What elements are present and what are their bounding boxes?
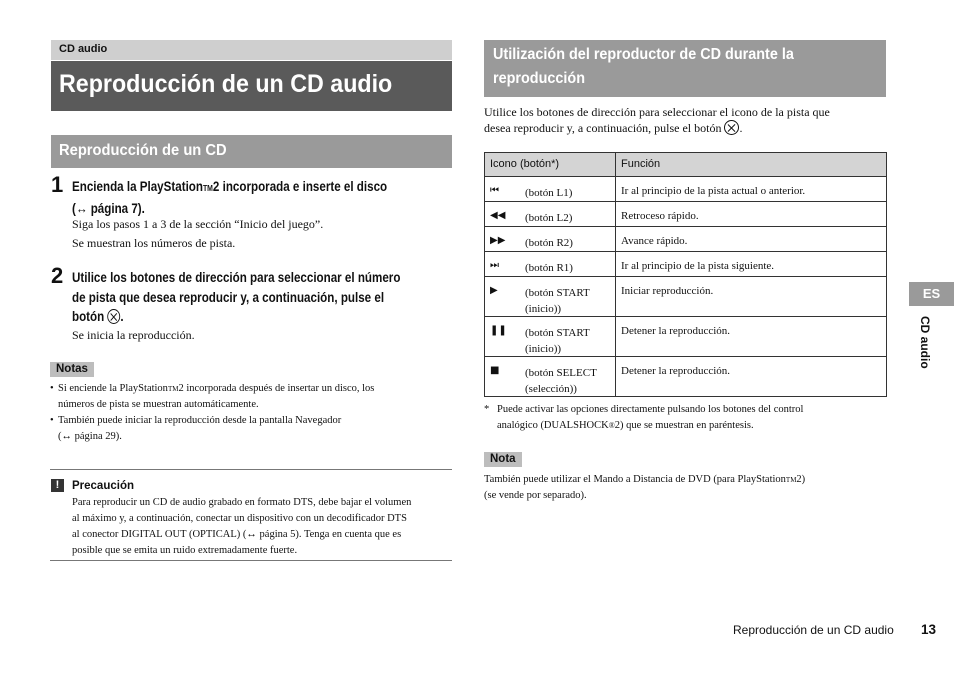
notes-label: Notas — [50, 362, 94, 377]
step-number-1: 1 — [51, 172, 64, 197]
step-2-heading: Utilice los botones de dirección para seleccionar el número de pista que desea reproducir y, a continuación, pulse el botón . — [72, 270, 401, 324]
table-row: ■ (botón SELECT (selección)) Detener la reproducción. — [485, 357, 887, 397]
right-section-title-bar — [484, 40, 886, 97]
function-table — [484, 152, 887, 397]
caution-text: Para reproducir un CD de audio grabado en formato DTS, debe bajar el volumen al máximo y, a continuación, conectar un dispositivo con un decodificador DTS al conector DIGITAL OUT (OPTICAL) (↔ página 5). Tenga en cuenta que es posible que se emita un ruido extremadamente fuerte. — [72, 497, 412, 556]
step-1-body-1: Siga los pasos 1 a 3 de la sección “Inicio del juego”. — [72, 217, 324, 231]
caution-top-rule — [50, 469, 452, 470]
page-ref-arrow-icon: ↔ — [61, 431, 72, 442]
play-icon: ▶ — [490, 285, 498, 296]
page-title: Reproducción de un CD audio — [59, 70, 393, 98]
page-ref-arrow-icon: ↔ — [246, 529, 257, 540]
caution-bottom-rule — [50, 560, 452, 561]
next-track-icon: ⏭ — [490, 260, 499, 271]
caution-label: Precaución — [72, 480, 134, 492]
page-number: 13 — [921, 622, 937, 637]
cross-button-icon — [724, 120, 739, 135]
right-intro: Utilice los botones de dirección para seleccionar el icono de la pista que desea reproducir y, a continuación, pulse el botón . — [484, 105, 830, 135]
nota-text: También puede utilizar el Mando a Distancia de DVD (para PlayStationTM2) (se vende por separado). — [484, 474, 806, 501]
section-label: CD audio — [59, 43, 108, 55]
page-title-bar — [51, 61, 452, 111]
pause-icon: ❚❚ — [490, 325, 507, 336]
step-1-body-2: Se muestran los números de pista. — [72, 236, 236, 250]
previous-track-icon: ⏮ — [490, 185, 499, 196]
table-row: ⏭ (botón R1) Ir al principio de la pista siguiente. — [485, 252, 887, 277]
side-section-label: CD audio — [918, 316, 932, 369]
footer-title: Reproducción de un CD audio — [733, 623, 894, 637]
nota-label: Nota — [484, 452, 522, 467]
table-row: ◀◀ (botón L2) Retroceso rápido. — [485, 202, 887, 227]
section-label-bar — [51, 40, 452, 60]
subtitle: Reproducción de un CD — [59, 142, 227, 159]
table-header-function: Función — [616, 153, 887, 177]
language-tab: ES — [909, 282, 954, 306]
table-header-row — [485, 153, 887, 177]
right-section-title-line-2: reproducción — [493, 70, 586, 87]
subtitle-bar — [51, 135, 452, 168]
table-row: ▶▶ (botón R2) Avance rápido. — [485, 227, 887, 252]
table-row: ⏮ (botón L1) Ir al principio de la pista actual o anterior. — [485, 177, 887, 202]
rewind-icon: ◀◀ — [490, 210, 506, 221]
step-1-heading: Encienda la PlayStationTM2 incorporada e inserte el disco (↔ página 7). — [72, 179, 388, 216]
page-ref-arrow-icon: ↔ — [75, 200, 88, 216]
right-section-title-line-1: Utilización del reproductor de CD durante la — [493, 46, 794, 63]
table-header-icon: Icono (botón*) — [485, 153, 616, 177]
stop-icon: ■ — [490, 365, 500, 376]
table-row: ▶ (botón START (inicio)) Iniciar reproducción. — [485, 277, 887, 317]
table-row: ❚❚ (botón START (inicio)) Detener la reproducción. — [485, 317, 887, 357]
caution-icon: ! — [51, 479, 64, 492]
cross-button-icon — [107, 309, 120, 324]
fast-forward-icon: ▶▶ — [490, 235, 506, 246]
step-number-2: 2 — [51, 263, 64, 288]
step-2-body: Se inicia la reproducción. — [72, 328, 195, 342]
